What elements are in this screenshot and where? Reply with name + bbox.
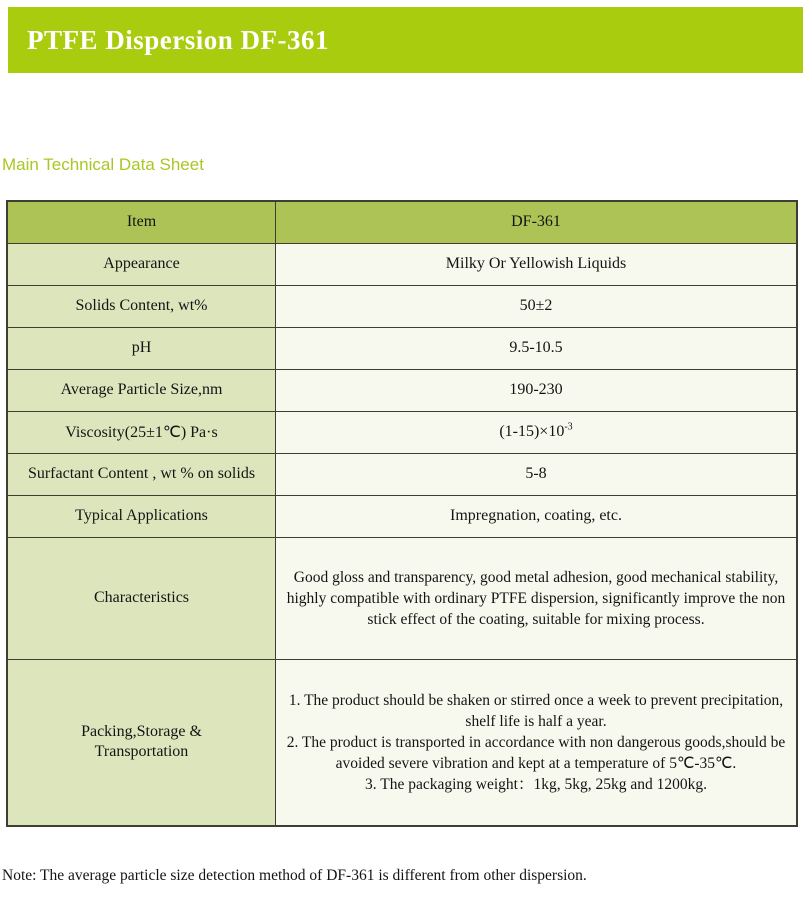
table-row-viscosity: [7, 411, 797, 453]
table-row-particle-size: [7, 369, 797, 411]
row-value-cell: Impregnation, coating, etc.: [276, 495, 798, 537]
packing-instruction-1: 1. The product should be shaken or stirred once a week to prevent precipitation, shelf life is half a year.: [288, 691, 784, 730]
row-value-cell: Milky Or Yellowish Liquids: [276, 243, 798, 285]
technical-data-table: [6, 200, 798, 827]
header-item-cell: Item: [7, 201, 276, 243]
section-heading: Main Technical Data Sheet: [2, 155, 204, 174]
technical-data-table-body: [7, 201, 797, 826]
row-label-cell: Solids Content, wt%: [7, 285, 276, 327]
row-value-cell: 190-230: [276, 369, 798, 411]
row-value-cell: [276, 411, 798, 453]
packing-label-line1: Packing,Storage &: [81, 723, 202, 741]
row-value-cell: 50±2: [276, 285, 798, 327]
packing-instruction-2: 2. The product is transported in accordance with non dangerous goods,should be avoided severe vibration and kept at a temperature of 5℃-35℃.: [286, 733, 786, 772]
packing-label-line2: Transportation: [94, 743, 189, 761]
row-label-cell: Appearance: [7, 243, 276, 285]
table-row-solids-content: [7, 285, 797, 327]
table-row-surfactant-content: [7, 453, 797, 495]
row-label-cell: [7, 659, 276, 826]
row-value-cell: 5-8: [276, 453, 798, 495]
viscosity-value-base: (1-15)×10: [499, 423, 565, 440]
row-label-cell: Typical Applications: [7, 495, 276, 537]
row-label-cell: Surfactant Content , wt % on solids: [7, 453, 276, 495]
table-row-characteristics: [7, 537, 797, 659]
viscosity-value-exponent: -3: [564, 421, 573, 433]
characteristics-text-cell: Good gloss and transparency, good metal adhesion, good mechanical stability, highly compatible with ordinary PTFE dispersion, significantly improve the non stick effect of the coating, suitable for mixing process.: [276, 537, 798, 659]
row-label-cell: Average Particle Size,nm: [7, 369, 276, 411]
footnote: Note: The average particle size detection method of DF-361 is different from other dispersion.: [2, 867, 587, 884]
row-value-cell: 9.5-10.5: [276, 327, 798, 369]
table-header-row: [7, 201, 797, 243]
row-label-cell: Viscosity(25±1℃) Pa·s: [7, 411, 276, 453]
table-row-typical-applications: [7, 495, 797, 537]
page-title: PTFE Dispersion DF-361: [27, 24, 330, 55]
row-label-cell: pH: [7, 327, 276, 369]
table-row-ph: [7, 327, 797, 369]
row-label-cell: Characteristics: [7, 537, 276, 659]
header-product-cell: DF-361: [276, 201, 798, 243]
packing-instruction-3: 3. The packaging weight：1kg, 5kg, 25kg and 1200kg.: [365, 775, 707, 793]
table-row-appearance: [7, 243, 797, 285]
table-row-packing-storage: [7, 659, 797, 826]
packing-text-cell: [276, 659, 798, 826]
title-banner: [8, 7, 803, 73]
